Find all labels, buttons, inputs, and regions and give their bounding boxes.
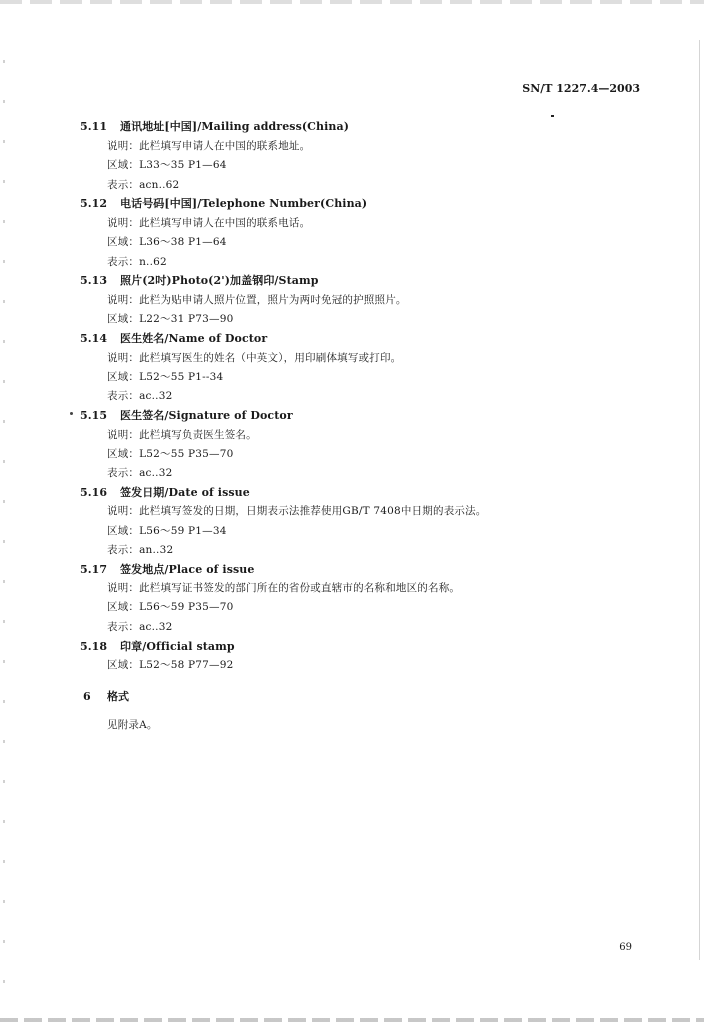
margin-mark xyxy=(70,412,73,415)
section-title: 医生签名/Signature of Doctor xyxy=(120,409,293,422)
section-area: 区域：L22～31 P73—90 xyxy=(107,313,234,325)
section-title: 印章/Official stamp xyxy=(120,640,235,653)
section-title: 照片(2吋)Photo(2')加盖钢印/Stamp xyxy=(120,274,319,287)
section-representation: 表示：ac..32 xyxy=(107,467,173,479)
chapter-number: 6 xyxy=(83,690,91,703)
chapter-text: 见附录A。 xyxy=(107,719,158,731)
section-area: 区域：L36～38 P1—64 xyxy=(107,236,227,248)
section-title: 医生姓名/Name of Doctor xyxy=(120,332,268,345)
chapter-heading-6 xyxy=(83,688,129,704)
section-number: 5.17 xyxy=(80,563,108,576)
section-heading-5-17 xyxy=(80,561,254,577)
standard-code: SN/T 1227.4—2003 xyxy=(522,82,640,95)
chapter-title: 格式 xyxy=(107,690,129,703)
section-number: 5.18 xyxy=(80,640,108,653)
page-number: 69 xyxy=(619,942,632,953)
section-area: 区域：L33～35 P1—64 xyxy=(107,159,227,171)
scan-bottom-edge xyxy=(0,1018,704,1022)
section-heading-5-11 xyxy=(80,118,349,134)
section-description: 说明：此栏填写签发的日期，日期表示法推荐使用GB/T 7408中日期的表示法。 xyxy=(107,505,487,517)
section-representation: 表示：an..32 xyxy=(107,544,174,556)
section-representation: 表示：ac..32 xyxy=(107,390,173,402)
section-description: 说明：此栏填写证书签发的部门所在的省份或直辖市的名称和地区的名称。 xyxy=(107,582,461,594)
section-area: 区域：L56～59 P35—70 xyxy=(107,601,234,613)
section-number: 5.14 xyxy=(80,332,108,345)
scan-speck xyxy=(551,115,554,117)
section-heading-5-16 xyxy=(80,484,250,500)
section-title: 通讯地址[中国]/Mailing address(China) xyxy=(120,120,350,133)
section-description: 说明：此栏填写负责医生签名。 xyxy=(107,429,257,441)
section-description: 说明：此栏为贴申请人照片位置，照片为两吋免冠的护照照片。 xyxy=(107,294,407,306)
section-representation: 表示：ac..32 xyxy=(107,621,173,633)
section-number: 5.16 xyxy=(80,486,108,499)
section-title: 电话号码[中国]/Telephone Number(China) xyxy=(120,197,368,210)
section-heading-5-14 xyxy=(80,330,267,346)
section-description: 说明：此栏填写申请人在中国的联系地址。 xyxy=(107,140,311,152)
section-heading-5-15 xyxy=(80,407,293,423)
scan-top-edge xyxy=(0,0,704,4)
section-number: 5.12 xyxy=(80,197,108,210)
section-heading-5-12 xyxy=(80,195,367,211)
section-number: 5.11 xyxy=(80,120,108,133)
section-number: 5.15 xyxy=(80,409,108,422)
section-title: 签发日期/Date of issue xyxy=(120,486,250,499)
scan-left-edge xyxy=(3,60,5,1000)
section-area: 区域：L52～55 P35—70 xyxy=(107,448,234,460)
section-heading-5-18 xyxy=(80,638,235,654)
section-description: 说明：此栏填写医生的姓名（中英文），用印刷体填写或打印。 xyxy=(107,352,402,364)
section-representation: 表示：n..62 xyxy=(107,256,167,268)
section-description: 说明：此栏填写申请人在中国的联系电话。 xyxy=(107,217,311,229)
section-area: 区域：L52～58 P77—92 xyxy=(107,659,234,671)
scan-right-edge xyxy=(699,40,700,960)
section-heading-5-13 xyxy=(80,272,319,288)
section-title: 签发地点/Place of issue xyxy=(120,563,255,576)
section-representation: 表示：acn..62 xyxy=(107,179,180,191)
section-area: 区域：L52～55 P1--34 xyxy=(107,371,224,383)
section-number: 5.13 xyxy=(80,274,108,287)
section-area: 区域：L56～59 P1—34 xyxy=(107,525,227,537)
